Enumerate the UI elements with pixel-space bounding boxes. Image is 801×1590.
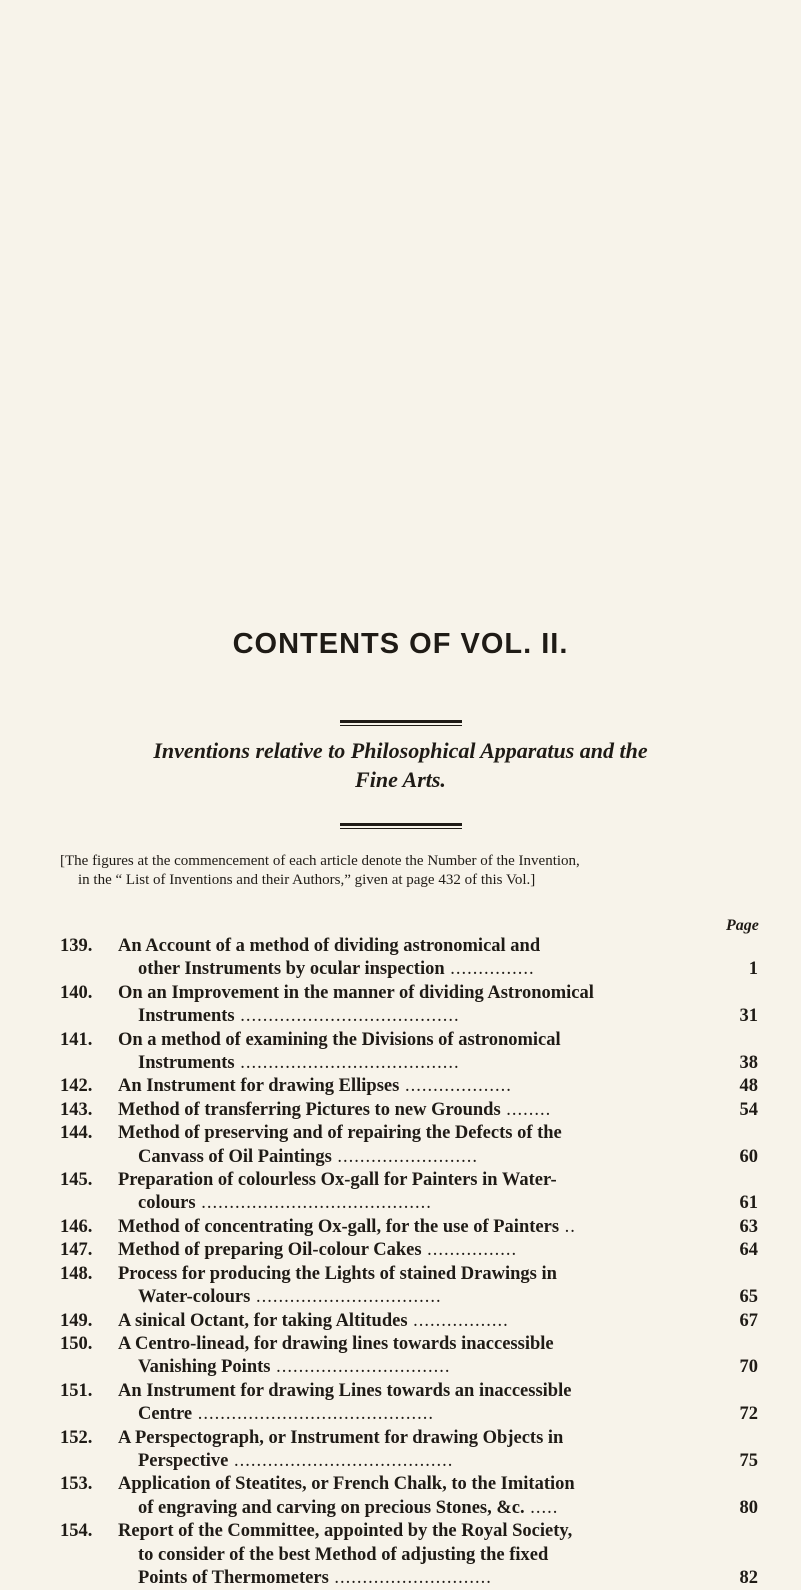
entry-title	[118, 1520, 760, 1590]
entry-page-number: 38	[739, 1053, 758, 1074]
subtitle-line: Fine Arts.	[355, 767, 446, 792]
entry-number: 152.	[60, 1427, 93, 1448]
entry-title-line: Points of Thermometers ............................	[138, 1567, 492, 1588]
toc-entry	[60, 1239, 760, 1262]
leader-dots: .....	[524, 1497, 559, 1518]
toc-entry	[60, 1520, 760, 1590]
entry-title	[118, 1263, 760, 1310]
leader-dots: .................................	[250, 1287, 442, 1308]
table-of-contents	[60, 935, 760, 1590]
subtitle-line: Inventions relative to Philosophical Apparatus and the	[153, 738, 648, 763]
toc-entry	[60, 1216, 760, 1239]
entry-page-number: 60	[739, 1146, 758, 1167]
entry-title	[118, 1239, 760, 1262]
entry-number: 148.	[60, 1263, 93, 1284]
entry-title	[118, 1169, 760, 1216]
section-subtitle	[0, 736, 801, 794]
leader-dots: ..	[559, 1216, 576, 1237]
leader-dots: ...............................	[270, 1357, 451, 1378]
entry-number: 139.	[60, 936, 93, 956]
entry-title-line: Method of preparing Oil-colour Cakes ................	[118, 1240, 518, 1261]
entry-title-line: of engraving and carving on precious Stones, &c. .....	[138, 1497, 559, 1518]
entry-title	[118, 1075, 760, 1098]
entry-page-number: 70	[739, 1357, 758, 1378]
entry-title-line: colours .........................................	[138, 1193, 432, 1214]
entry-title	[118, 1473, 760, 1520]
note-line: [The figures at the commencement of each article denote the Number of the Invention,	[60, 853, 580, 869]
entry-title-line: Process for producing the Lights of stained Drawings in	[118, 1263, 557, 1284]
note-line: in the “ List of Inventions and their Authors,” given at page 432 of this Vol.]	[78, 872, 536, 888]
entry-number: 154.	[60, 1521, 93, 1542]
leader-dots: .......................................	[228, 1450, 454, 1471]
entry-title-line: Preparation of colourless Ox-gall for Painters in Water-	[118, 1170, 557, 1191]
leader-dots: ................	[421, 1240, 518, 1261]
divider-rule	[340, 823, 462, 826]
toc-entry	[60, 1122, 760, 1169]
entry-number: 140.	[60, 982, 93, 1003]
divider-rule	[340, 720, 462, 723]
entry-title-line: An Account of a method of dividing astronomical and	[118, 936, 541, 956]
entry-page-number: 63	[739, 1216, 758, 1237]
entry-title	[118, 982, 760, 1029]
entry-title-line: Perspective .......................................	[138, 1450, 454, 1471]
entry-title-line: Instruments .......................................	[138, 1053, 460, 1074]
entry-title-line: other Instruments by ocular inspection ...............	[138, 959, 535, 980]
entry-number: 143.	[60, 1099, 93, 1120]
leader-dots: ...................	[399, 1076, 512, 1097]
leader-dots: ........	[500, 1099, 552, 1120]
entry-title-line: An Instrument for drawing Lines towards an inaccessible	[118, 1380, 572, 1401]
entry-title-line: On a method of examining the Divisions of astronomical	[118, 1029, 561, 1050]
entry-title	[118, 935, 760, 982]
entry-page-number: 31	[739, 1006, 758, 1027]
leader-dots: ............................	[328, 1567, 492, 1588]
leader-dots: ...............	[444, 959, 535, 980]
entry-number: 142.	[60, 1076, 93, 1097]
entry-number: 146.	[60, 1216, 93, 1237]
leader-dots: .......................................	[234, 1006, 460, 1027]
entry-title-line: Method of preserving and of repairing the Defects of the	[118, 1123, 562, 1144]
entry-page-number: 80	[739, 1497, 758, 1518]
toc-entry	[60, 1075, 760, 1098]
entry-title-line: Vanishing Points ...............................	[138, 1357, 451, 1378]
entry-title-line: Water-colours .................................	[138, 1287, 442, 1308]
entry-title-line: On an Improvement in the manner of dividing Astronomical	[118, 982, 594, 1003]
entry-number: 153.	[60, 1474, 93, 1495]
entry-title-line: Canvass of Oil Paintings .........................	[138, 1146, 479, 1167]
leader-dots: .................	[407, 1310, 509, 1331]
page-column-label: Page	[726, 917, 759, 934]
entry-number: 151.	[60, 1380, 93, 1401]
entry-title-line: An Instrument for drawing Ellipses ...................	[118, 1076, 512, 1097]
entry-title-line: Centre ..........................................	[138, 1404, 434, 1425]
entry-number: 150.	[60, 1333, 93, 1354]
toc-entry	[60, 1380, 760, 1427]
entry-title-line: Report of the Committee, appointed by the Royal Society,	[118, 1521, 573, 1542]
entry-page-number: 82	[739, 1567, 758, 1588]
leader-dots: .........................	[331, 1146, 479, 1167]
divider-rule-thin	[340, 828, 462, 829]
toc-entry	[60, 1263, 760, 1310]
entry-page-number: 65	[739, 1287, 758, 1308]
entry-title	[118, 1122, 760, 1169]
toc-entry	[60, 1427, 760, 1474]
entry-title-line: Instruments .......................................	[138, 1006, 460, 1027]
entry-page-number: 72	[739, 1404, 758, 1425]
divider-rule-thin	[340, 725, 462, 726]
entry-page-number: 67	[739, 1310, 758, 1331]
leader-dots: .........................................	[195, 1193, 432, 1214]
page-title: CONTENTS OF VOL. II.	[232, 628, 569, 660]
entry-title-line: Method of concentrating Ox-gall, for the use of Painters ..	[118, 1216, 576, 1237]
entry-title-line: Application of Steatites, or French Chalk, to the Imitation	[118, 1474, 575, 1495]
leader-dots: ..........................................	[192, 1404, 434, 1425]
editorial-note	[60, 852, 750, 890]
entry-title	[118, 1099, 760, 1122]
entry-page-number: 48	[739, 1076, 758, 1097]
entry-title	[118, 1029, 760, 1076]
entry-number: 149.	[60, 1310, 93, 1331]
toc-entry	[60, 935, 760, 982]
entry-page-number: 75	[739, 1450, 758, 1471]
entry-number: 147.	[60, 1240, 93, 1261]
entry-number: 145.	[60, 1170, 93, 1191]
toc-entry	[60, 1333, 760, 1380]
entry-title-line: Method of transferring Pictures to new Grounds ........	[118, 1099, 552, 1120]
entry-page-number: 1	[748, 959, 758, 980]
entry-page-number: 61	[739, 1193, 758, 1214]
entry-title-line: to consider of the best Method of adjusting the fixed	[138, 1544, 549, 1565]
entry-title-line: A sinical Octant, for taking Altitudes .................	[118, 1310, 509, 1331]
entry-page-number: 64	[739, 1240, 758, 1261]
leader-dots: .......................................	[234, 1053, 460, 1074]
toc-entry	[60, 982, 760, 1029]
entry-title-line: A Perspectograph, or Instrument for drawing Objects in	[118, 1427, 564, 1448]
entry-title	[118, 1310, 760, 1333]
toc-entry	[60, 1310, 760, 1333]
entry-title	[118, 1427, 760, 1474]
entry-title-line: A Centro-linead, for drawing lines towards inaccessible	[118, 1333, 554, 1354]
entry-title	[118, 1380, 760, 1427]
toc-entry	[60, 1169, 760, 1216]
toc-entry	[60, 1029, 760, 1076]
toc-entry	[60, 1099, 760, 1122]
entry-title	[118, 1333, 760, 1380]
entry-title	[118, 1216, 760, 1239]
entry-number: 141.	[60, 1029, 93, 1050]
toc-entry	[60, 1473, 760, 1520]
entry-number: 144.	[60, 1123, 93, 1144]
entry-page-number: 54	[739, 1099, 758, 1120]
